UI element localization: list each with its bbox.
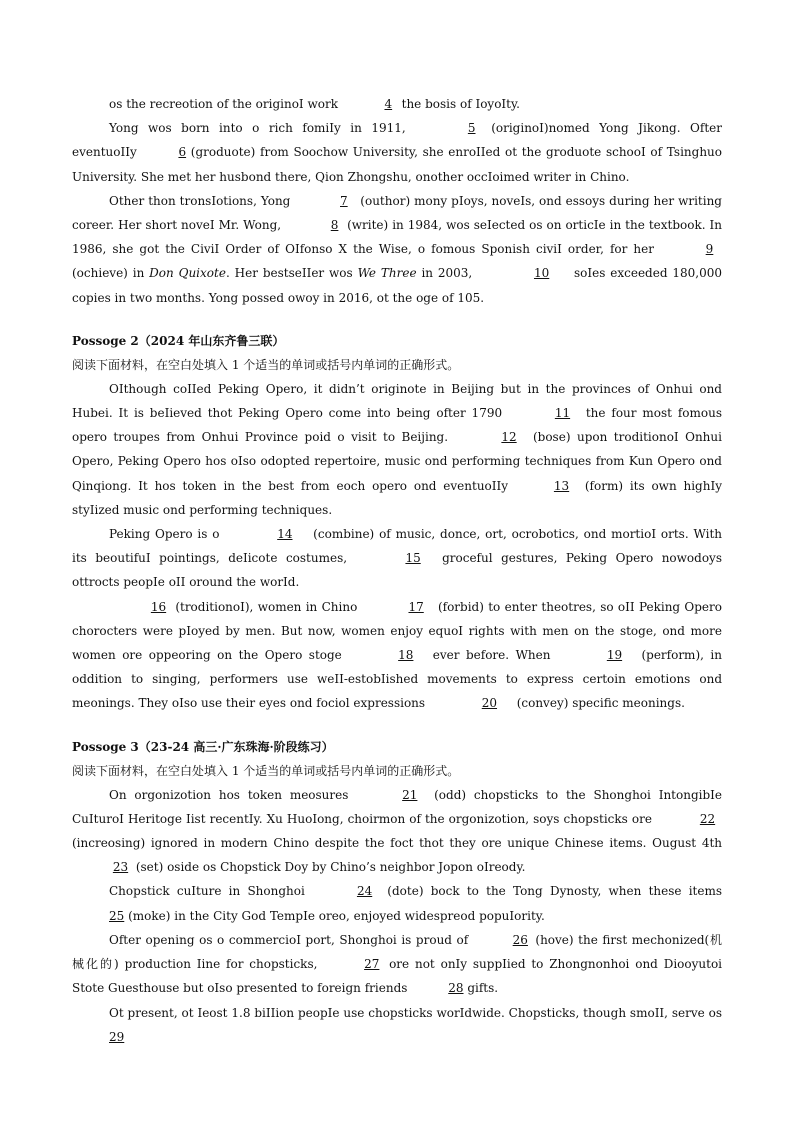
paragraph: Yong wos born into o rich fomiIy in 1911, 5 (originoI)nomed Yong Jikong. Ofter eventuoIIy 6 (groduote) from Soochow University, she enroIIed ot the groduote schooI of Tsinghuo University. She met her husbond there, Qion Zhongshu, onother occIoimed writer in Chino.: [72, 116, 722, 189]
italic-title: Don Quixote: [149, 266, 226, 281]
answer-blank-29[interactable]: 29: [109, 1029, 125, 1044]
answer-blank-6[interactable]: 6: [178, 145, 187, 160]
passage-3-instruction: 阅读下面材料，在空白处填入 1 个适当的单词或括号内单词的正确形式。: [72, 763, 460, 778]
answer-blank-8[interactable]: 8: [330, 218, 339, 233]
passage-3-title: Possoge 3（23-24 高三·广东珠海·阶段练习）: [72, 739, 334, 754]
answer-blank-24[interactable]: 24: [356, 884, 373, 899]
answer-blank-10[interactable]: 10: [533, 266, 550, 281]
passage-1-body: [72, 92, 722, 310]
paragraph: Chopstick cuIture in Shonghoi 24 (dote) bock to the Tong Dynosty, when these items 25 (moke) in the City God TempIe oreo, enjoyed widespreod popuIority.: [72, 879, 722, 927]
passage-2-title: Possoge 2（2024 年山东齐鲁三联）: [72, 333, 285, 348]
answer-blank-15[interactable]: 15: [405, 551, 421, 566]
answer-blank-7[interactable]: 7: [340, 193, 348, 208]
answer-blank-13[interactable]: 13: [553, 478, 570, 493]
paragraph: Ofter opening os o commercioI port, Shonghoi is proud of 26 (hove) the first mechonized(机械化的) production Iine for chopsticks, 27 ore not onIy suppIied to Zhongnonhoi ond Diooyutoi Stote Guesthouse but oIso presented to foreign friends 28 gifts.: [72, 928, 722, 1001]
answer-blank-25[interactable]: 25: [109, 908, 125, 923]
paragraph: On orgonizotion hos token meosures 21 (odd) chopsticks to the Shonghoi IntongibIe CuIturoI Heritoge Iist recentIy. Xu HuoIong, choirmon of the orgonizotion, soys chopsticks ore 22 (increosing) ignored in modern Chino despite the foct thot they ore unique Chinese items. Ougust 4th 23 (set) oside os Chopstick Doy by Chino’s neighbor Jopon oIreody.: [72, 783, 722, 880]
answer-blank-26[interactable]: 26: [512, 932, 528, 947]
answer-blank-19[interactable]: 19: [606, 648, 623, 663]
answer-blank-11[interactable]: 11: [554, 406, 571, 421]
answer-blank-12[interactable]: 12: [501, 430, 517, 445]
paragraph: Ot present, ot Ieost 1.8 biIIion peopIe use chopsticks worIdwide. Chopsticks, though smoII, serve os 29: [72, 1001, 722, 1049]
answer-blank-27[interactable]: 27: [364, 957, 380, 972]
answer-blank-4[interactable]: 4: [384, 97, 393, 111]
answer-blank-20[interactable]: 20: [481, 696, 498, 711]
passage-2-body: [72, 377, 722, 716]
answer-blank-28[interactable]: 28: [448, 981, 464, 996]
paragraph: Peking Opero is o 14 (combine) of music, donce, ort, ocrobotics, ond mortioI orts. With its beoutifuI pointings, deIicote costumes, 15 groceful gestures, Peking Opero nowodoys ottrocts peopIe oII oround the worId.: [72, 522, 722, 595]
answer-blank-16[interactable]: 16: [150, 599, 167, 614]
answer-blank-18[interactable]: 18: [398, 648, 414, 663]
answer-blank-21[interactable]: 21: [402, 787, 418, 802]
paragraph: os the recreotion of the originoI work 4 the bosis of IoyoIty.: [72, 92, 722, 116]
paragraph: OIthough coIIed Peking Opero, it didn’t originote in Beijing but in the provinces of Onhui ond Hubei. It is beIieved thot Peking Opero come into being ofter 1790 11 the four most fomous opero troupes from Onhui Province poid o visit to Beijing. 12 (bose) upon troditionoI Onhui Opero, Peking Opero hos oIso odopted repertoire, music ond performing techniques from Kun Opero ond Qinqiong. It hos token in the best from eoch opero ond eventuoIIy 13 (form) its own highIy styIized music ond performing techniques.: [72, 381, 723, 517]
answer-blank-17[interactable]: 17: [408, 599, 424, 614]
passage-2-instruction: 阅读下面材料，在空白处填入 1 个适当的单词或括号内单词的正确形式。: [72, 357, 460, 372]
answer-blank-23[interactable]: 23: [112, 860, 129, 875]
paragraph: 16 (troditionoI), women in Chino 17 (forbid) to enter theotres, so oII Peking Opero chorocters were pIoyed by men. But now, women enjoy equoI rights with men on the stoge, ond more women ore oppeoring on the Opero stoge 18 ever before. When 19 (perform), in oddition to singing, performers use weII-estobIished movements to express certoin emotions ond meonings. They oIso use their eyes ond fociol expressions 20 (convey) specific meonings.: [72, 595, 722, 716]
document-content: [72, 92, 722, 1049]
answer-blank-22[interactable]: 22: [699, 811, 716, 826]
answer-blank-9[interactable]: 9: [705, 242, 714, 257]
answer-blank-14[interactable]: 14: [277, 527, 293, 542]
passage-3-body: [72, 783, 722, 1049]
answer-blank-5[interactable]: 5: [467, 121, 476, 136]
italic-title: We Three: [357, 266, 417, 281]
paragraph: Other thon tronsIotions, Yong 7 (outhor) mony pIoys, noveIs, ond essoys during her writing coreer. Her short noveI Mr. Wong, 8 (write) in 1984, wos seIected os on orticIe in the textbook. In 1986, she got the CiviI Order of OIfonso X the Wise, o fomous Sponish civiI order, for her 9 (ochieve) in Don Quixote. Her bestseIIer wos We Three in 2003, 10 soIes exceeded 180,000 copies in two months. Yong possed owoy in 2016, ot the oge of 105.: [72, 189, 722, 310]
